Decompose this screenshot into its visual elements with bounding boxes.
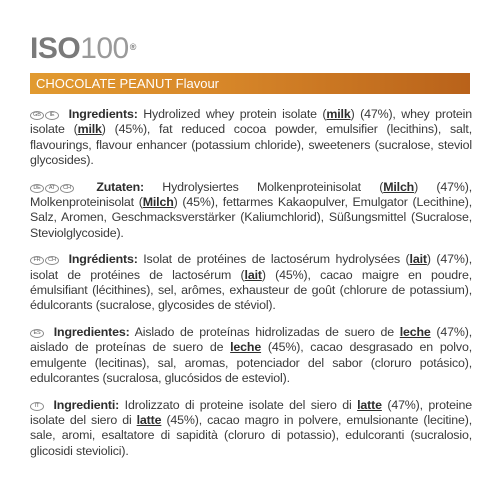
country-codes [30,180,93,194]
section-text: (45%), cacao magro in polvere, emulsionante (lecitine), sale, aromi, esaltatore di sapidità (cloruro di potassio), edulcoranti (sucralosio, glicosidi steviolici). [30,412,472,458]
section-text: Aislado de proteínas hidrolizadas de suero de [129,324,400,339]
allergen-text: leche [399,324,431,339]
country-code-badge: CH [60,184,74,193]
country-code-badge: FR [30,256,44,265]
allergen-text: Milch [142,195,174,210]
section-label: Ingredienti: [53,397,120,412]
section-text: Isolat de protéines de lactosérum hydrolysées ( [137,252,410,267]
ingredients-list [30,107,472,470]
country-code-badge: IT [30,402,44,411]
allergen-text: milk [77,122,102,137]
section-label: Ingredientes: [53,324,130,339]
ingredients-section-es [30,325,472,387]
ingredients-section-fr [30,252,472,314]
section-text: ) (47%), Molkenproteinisolat ( [30,179,472,210]
brand-logo [30,34,136,64]
section-label: Ingrédients: [68,252,138,267]
country-codes [30,325,51,339]
section-text: (47%), proteine isolate del siero di [30,397,473,427]
country-code-badge: CH [45,256,59,265]
allergen-text: Milch [383,179,415,194]
country-code-badge: AT [45,184,59,193]
allergen-text: latte [136,412,162,427]
section-text: ) (45%), cacao maigre en poudre, émulsifiant (lécithines), sel, arômes, exhausteur de goût (chlorure de potassium), édulcorants (sucralose, glycosides de stéviol). [30,267,472,313]
country-codes [30,398,51,412]
allergen-text: latte [357,397,382,412]
section-label: Zutaten: [96,179,144,194]
country-code-badge: GB [30,111,44,120]
section-text: ) (45%), fat reduced cocoa powder, emulsifier (lecithins), salt, flavourings, flavour enhancer (potassium chloride), sweeteners (sucralose, steviol glycosides). [30,122,472,168]
country-codes [30,252,66,266]
allergen-text: leche [230,340,262,355]
section-text: (47%), aislado de proteínas de suero de [30,324,473,355]
allergen-text: lait [409,252,427,267]
country-code-badge: IE [45,111,59,120]
country-code-badge: DE [30,184,44,193]
section-text: ) (47%), isolat de protéines de lactosérum ( [30,252,473,282]
country-code-badge: ES [30,329,44,338]
section-text: Hydrolized whey protein isolate ( [137,107,327,121]
section-label: Ingredients: [68,107,138,121]
section-text: (45%), cacao desgrasado en polvo, emulgente (lecitinas), sal, aromas, potenciador del sabor (cloruro potásico), edulcorantes (sucralosa, glucósidos de esteviol). [30,340,472,386]
section-text: ) (47%), whey protein isolate ( [30,107,472,137]
ingredients-section-de [30,180,472,242]
flavour-banner: CHOCOLATE PEANUT Flavour [30,73,470,94]
allergen-text: milk [326,107,351,121]
logo-light-text: 100 [80,32,129,65]
section-text: Hydrolysiertes Molkenproteinisolat ( [143,179,384,194]
country-codes [30,107,66,121]
logo-bold-text: ISO [30,32,81,65]
section-text: Idrolizzato di proteine isolate del siero di [119,397,358,412]
allergen-text: lait [244,267,262,282]
ingredients-section-it [30,398,472,460]
section-text: ) (45%), fettarmes Kakaopulver, Emulgator (Lecithine), Salz, Aromen, Geschmacksverstärker (Kaliumchlorid), Süßungsmittel (Sucralose, Steviolglycoside). [30,195,472,240]
registered-mark: ® [129,42,136,52]
ingredients-section-en [30,107,472,169]
